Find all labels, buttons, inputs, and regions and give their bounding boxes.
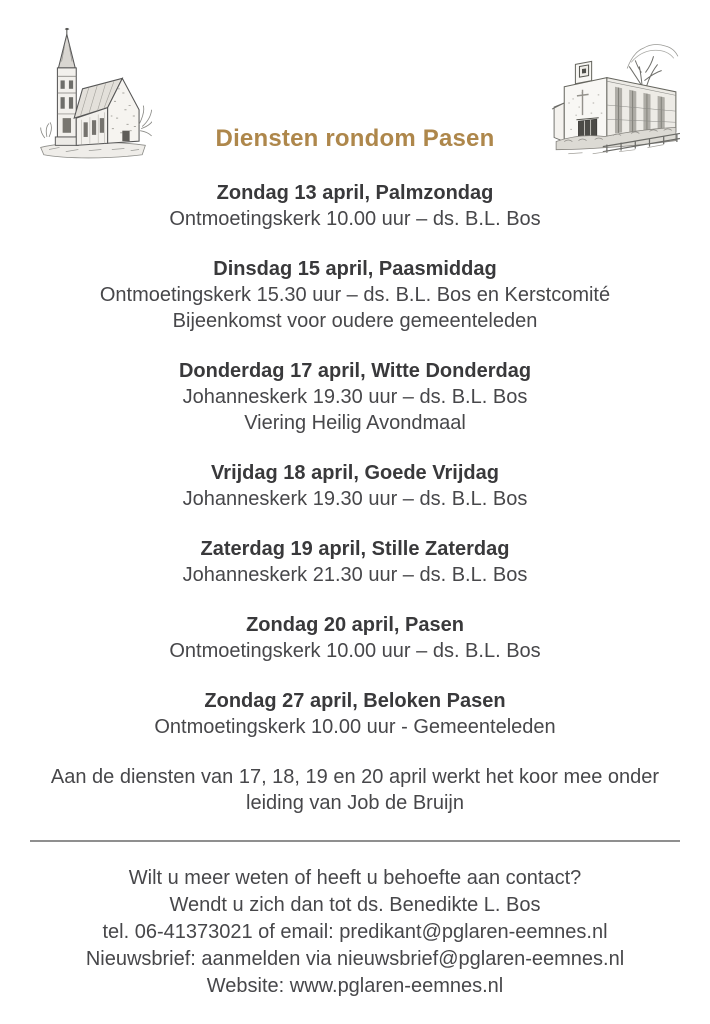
service-detail: Bijeenkomst voor oudere gemeenteleden (172, 310, 538, 332)
masthead (0, 0, 710, 180)
service-entry-pasen (0, 612, 710, 664)
service-detail: Johanneskerk 21.30 uur – ds. B.L. Bos (182, 564, 528, 586)
modern-church-drawing (548, 42, 684, 166)
service-entry-goede-vrijdag (0, 460, 710, 512)
divider-line (30, 840, 680, 842)
service-detail: Ontmoetingskerk 10.00 uur – ds. B.L. Bos (169, 640, 541, 662)
service-date-heading: Zondag 20 april, Pasen (246, 614, 464, 636)
service-detail: Ontmoetingskerk 10.00 uur – ds. B.L. Bos (169, 208, 541, 230)
service-date-heading: Donderdag 17 april, Witte Donderdag (178, 360, 532, 382)
service-date-heading: Zondag 27 april, Beloken Pasen (204, 690, 506, 712)
service-entry-beloken-pasen (0, 688, 710, 740)
service-date-heading: Dinsdag 15 april, Paasmiddag (213, 258, 497, 280)
service-entry-witte-donderdag (0, 358, 710, 436)
service-detail: Johanneskerk 19.30 uur – ds. B.L. Bos (182, 386, 528, 408)
choir-note-line: Aan de diensten van 17, 18, 19 en 20 april werkt het koor mee onder (50, 766, 660, 788)
choir-note (0, 764, 710, 816)
service-date-heading: Zondag 13 april, Palmzondag (216, 182, 494, 204)
service-list (0, 180, 710, 816)
contact-info (0, 865, 710, 1000)
service-date-heading: Vrijdag 18 april, Goede Vrijdag (211, 462, 499, 484)
contact-question-line: Wilt u meer weten of heeft u behoefte aan contact? (128, 867, 582, 889)
service-detail: Johanneskerk 19.30 uur – ds. B.L. Bos (182, 488, 528, 510)
modern-church-illustration (548, 42, 684, 166)
service-date-heading: Zaterdag 19 april, Stille Zaterdag (200, 538, 510, 560)
contact-person-line: Wendt u zich dan tot ds. Benedikte L. Bos (169, 894, 541, 916)
service-detail: Ontmoetingskerk 15.30 uur – ds. B.L. Bos en Kerstcomité (99, 284, 611, 306)
choir-note-line: leiding van Job de Bruijn (246, 792, 464, 814)
website-line: Website: www.pglaren-eemnes.nl (206, 975, 504, 997)
contact-phone-email-line: tel. 06-41373021 of email: predikant@pglaren-eemnes.nl (102, 921, 608, 943)
service-detail: Viering Heilig Avondmaal (244, 412, 466, 434)
newsletter-signup-line: Nieuwsbrief: aanmelden via nieuwsbrief@pglaren-eemnes.nl (85, 948, 625, 970)
service-entry-palmzondag (0, 180, 710, 232)
service-detail: Ontmoetingskerk 10.00 uur - Gemeenteleden (154, 716, 556, 738)
service-entry-stille-zaterdag (0, 536, 710, 588)
page-title: Diensten rondom Pasen (215, 125, 495, 152)
service-entry-paasmiddag (0, 256, 710, 334)
